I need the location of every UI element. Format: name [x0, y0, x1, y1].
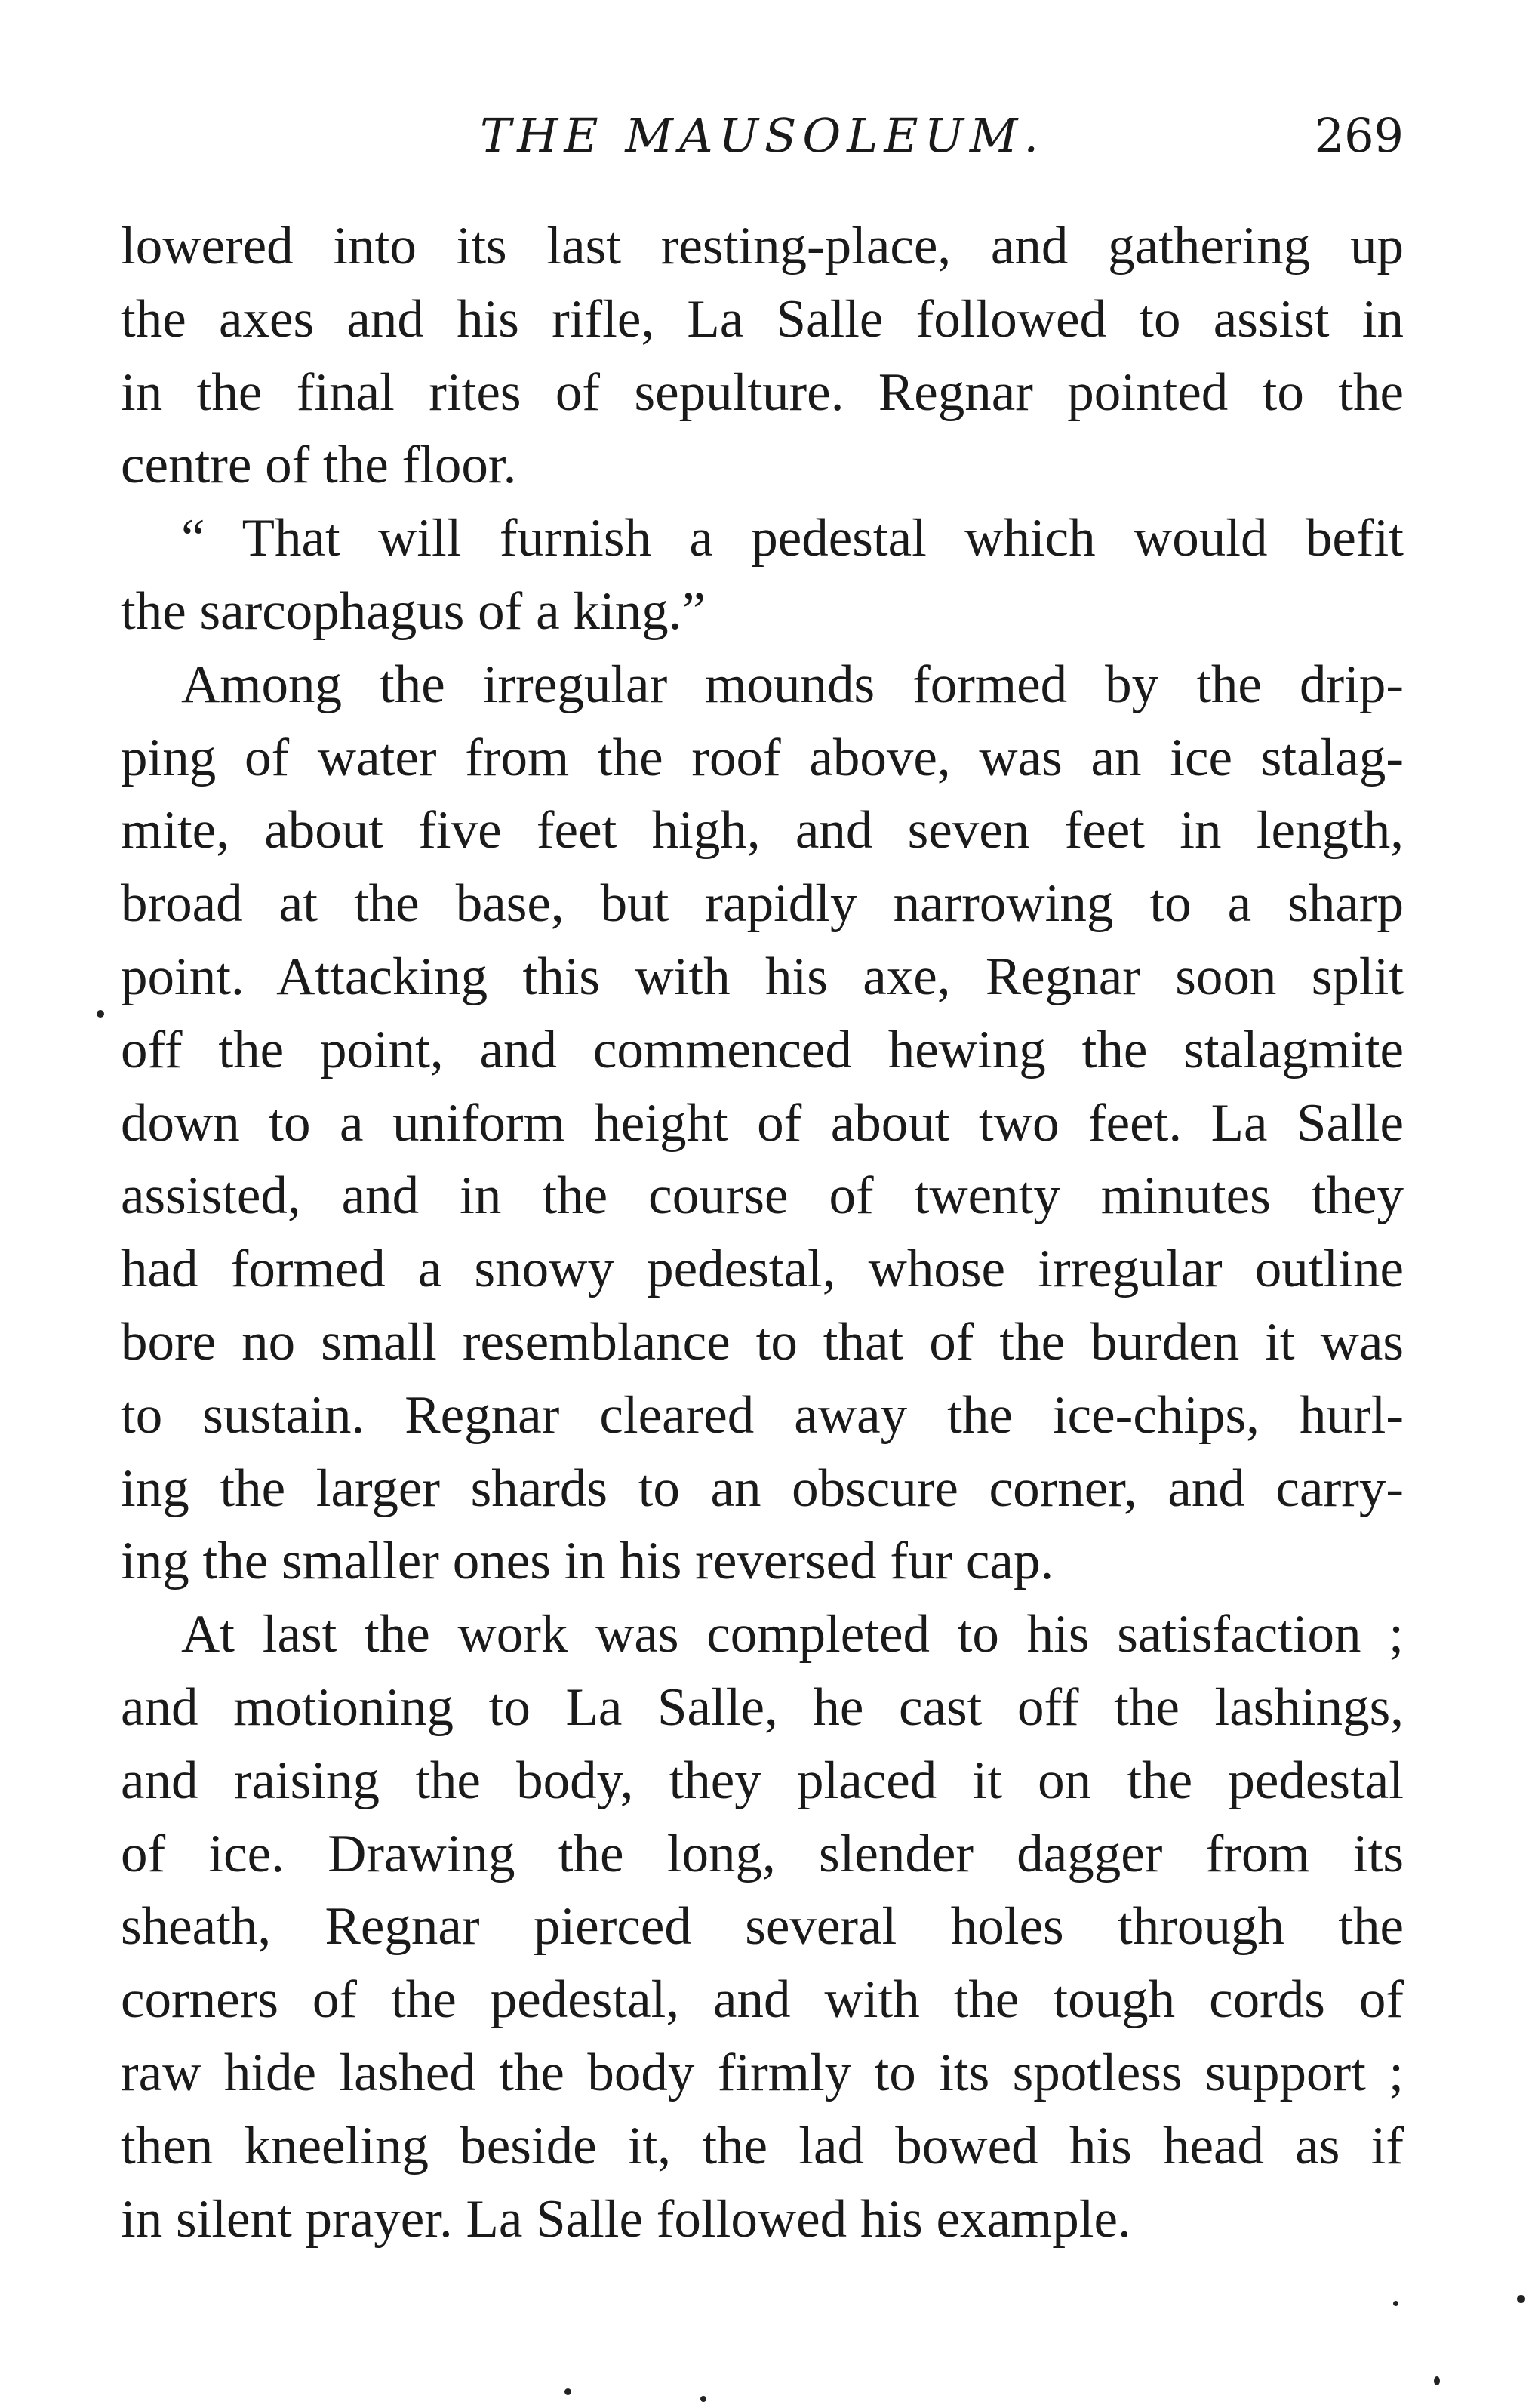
- text-line: raw hide lashed the body firmly to its spotless support ;: [121, 2043, 1404, 2102]
- text-line: At last the work was completed to his satisfaction ;: [181, 1605, 1404, 1664]
- text-line: assisted, and in the course of twenty minutes they: [121, 1166, 1404, 1226]
- text-line: mite, about five feet high, and seven feet in length,: [121, 801, 1404, 861]
- text-line: ing the smaller ones in his reversed fur cap.: [121, 1532, 1054, 1591]
- ink-speck: [97, 1010, 104, 1018]
- text-line: and motioning to La Salle, he cast off the lashings,: [121, 1677, 1404, 1737]
- text-line: broad at the base, but rapidly narrowing to a sharp: [121, 874, 1404, 934]
- text-line: to sustain. Regnar cleared away the ice-chips, hurl-: [121, 1385, 1404, 1445]
- page-number: 269: [1314, 108, 1404, 163]
- text-line: and raising the body, they placed it on the pedestal: [121, 1751, 1404, 1810]
- ink-speck: [1517, 2295, 1525, 2303]
- text-line: of ice. Drawing the long, slender dagger from its: [121, 1824, 1404, 1883]
- text-line: Among the irregular mounds formed by the drip-: [181, 654, 1404, 714]
- text-line: sheath, Regnar pierced several holes through the: [121, 1897, 1404, 1957]
- text-line: in the final rites of sepulture. Regnar pointed to the: [121, 362, 1404, 422]
- text-line: corners of the pedestal, and with the tough cords of: [121, 1970, 1404, 2030]
- body-text: [121, 210, 1404, 2256]
- page-header: [121, 106, 1404, 166]
- ink-speck: [564, 2388, 571, 2395]
- text-line: point. Attacking this with his axe, Regnar soon split: [121, 947, 1404, 1006]
- paragraph-4: [121, 1598, 1404, 2256]
- text-line: off the point, and commenced hewing the stalagmite: [121, 1020, 1404, 1079]
- text-line: then kneeling beside it, the lad bowed his head as if: [121, 2116, 1404, 2176]
- text-line: the axes and his rifle, La Salle followed to assist in: [121, 289, 1404, 349]
- text-line: lowered into its last resting-place, and gathering up: [121, 217, 1404, 276]
- text-line: centre of the floor.: [121, 436, 517, 495]
- paragraph-2: [121, 502, 1404, 648]
- text-line: ing the larger shards to an obscure corner, and carry-: [121, 1458, 1404, 1518]
- text-line: down to a uniform height of about two feet. La Salle: [121, 1093, 1404, 1153]
- ink-speck: [1434, 2376, 1440, 2385]
- text-line: had formed a snowy pedestal, whose irregular outline: [121, 1239, 1404, 1299]
- text-line: bore no small resemblance to that of the burden it was: [121, 1312, 1404, 1372]
- text-line: “ That will furnish a pedestal which would befit: [181, 509, 1404, 568]
- text-line: ping of water from the roof above, was an ice stalag-: [121, 728, 1404, 787]
- ink-speck: [1393, 2301, 1398, 2306]
- ink-speck: [700, 2396, 706, 2402]
- text-line: the sarcophagus of a king.”: [121, 581, 706, 641]
- paragraph-1: [121, 210, 1404, 502]
- text-line: in silent prayer. La Salle followed his example.: [121, 2189, 1131, 2249]
- running-title: THE MAUSOLEUM.: [479, 108, 1045, 163]
- paragraph-3: [121, 648, 1404, 1598]
